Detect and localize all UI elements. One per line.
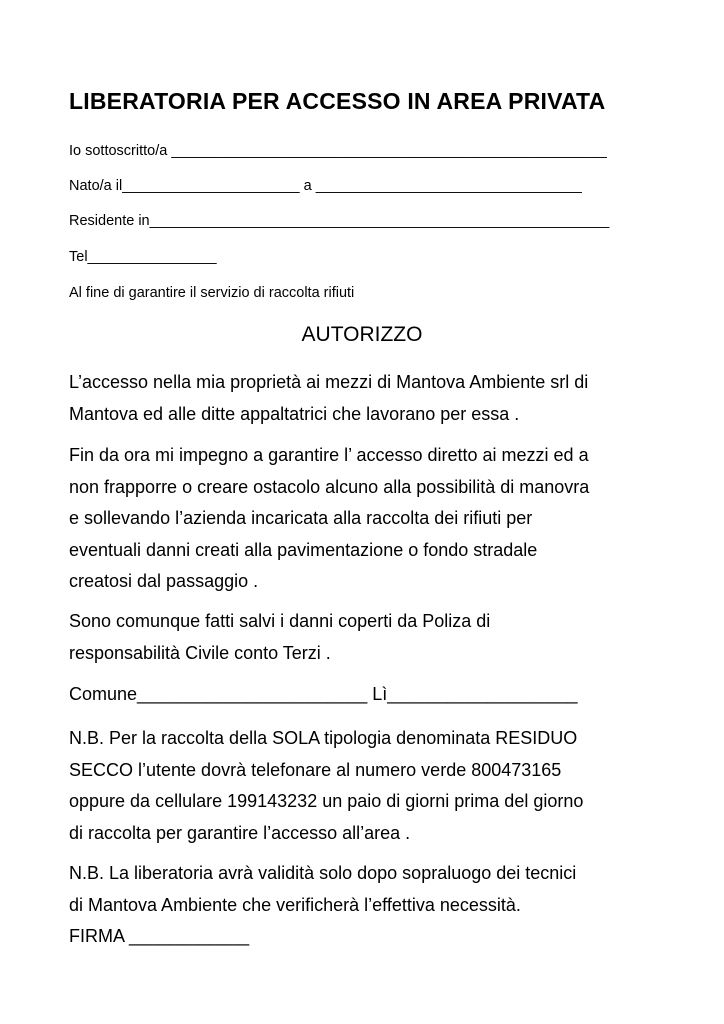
field-nato: Nato/a il______________________ a _________________________________	[69, 178, 582, 194]
paragraph-line: responsabilità Civile conto Terzi .	[69, 642, 331, 663]
paragraph-line: creatosi dal passaggio .	[69, 571, 259, 591]
paragraph-line: Sono comunque fatti salvi i danni coperti da Poliza di	[69, 611, 491, 631]
paragraph-line: e sollevando l’azienda incaricata alla raccolta dei rifiuti per	[69, 508, 533, 528]
note-line: SECCO l’utente dovrà telefonare al numero verde 800473165	[69, 759, 562, 780]
paragraph-line: eventuali danni creati alla pavimentazione o fondo stradale	[69, 539, 538, 560]
note-line: N.B. Per la raccolta della SOLA tipologia denominata RESIDUO	[69, 728, 578, 748]
document-title: LIBERATORIA PER ACCESSO IN AREA PRIVATA	[69, 88, 606, 114]
paragraph-line: L’accesso nella mia proprietà ai mezzi di Mantova Ambiente srl di	[69, 372, 589, 392]
paragraph-1	[69, 367, 669, 430]
note-2	[69, 858, 669, 953]
purpose-text: Al fine di garantire il servizio di raccolta rifiuti	[69, 285, 355, 301]
note-line: di raccolta per garantire l’accesso all’area .	[69, 822, 411, 843]
signature-line: FIRMA ____________	[69, 926, 250, 946]
section-heading	[0, 323, 724, 347]
note-line: di Mantova Ambiente che verificherà l’effettiva necessità.	[69, 894, 521, 915]
field-residente: Residente in_________________________________________________________	[69, 213, 610, 229]
field-tel: Tel________________	[69, 249, 217, 265]
paragraph-2	[69, 440, 669, 598]
note-line: oppure da cellulare 199143232 un paio di giorni prima del giorno	[69, 791, 584, 811]
note-1	[69, 723, 669, 849]
heading-text: AUTORIZZO	[301, 323, 423, 346]
comune-line: Comune_______________________ Lì___________________	[69, 684, 578, 704]
paragraph-line: Fin da ora mi impegno a garantire l’ accesso diretto ai mezzi ed a	[69, 445, 589, 465]
paragraph-line: non frapporre o creare ostacolo alcuno alla possibilità di manovra	[69, 476, 590, 497]
paragraph-3	[69, 606, 669, 669]
paragraph-line: Mantova ed alle ditte appaltatrici che lavorano per essa .	[69, 403, 520, 424]
note-line: N.B. La liberatoria avrà validità solo dopo sopraluogo dei tecnici	[69, 863, 577, 883]
field-sottoscritto: Io sottoscritto/a ______________________________________________________	[69, 143, 607, 159]
